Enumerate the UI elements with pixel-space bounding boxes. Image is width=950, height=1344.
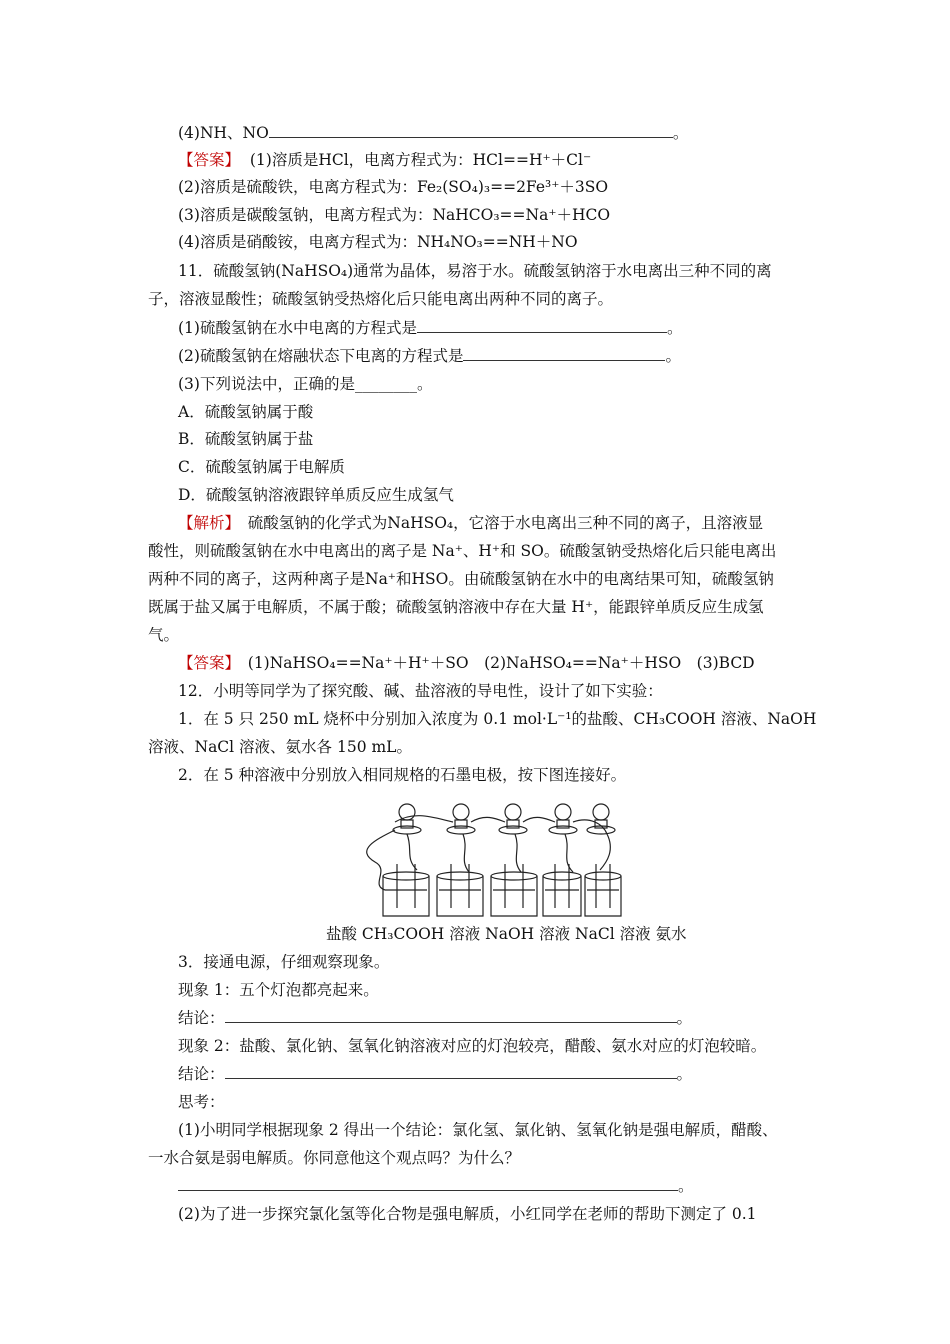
q12-conclusion1: 结论： 。 xyxy=(178,1009,693,1027)
q11-analysis-line2: 酸性，则硫酸氢钠在水中电离出的离子是 Na⁺、H⁺和 SO。硫酸氢钠受热熔化后只能电离出 xyxy=(148,542,777,560)
q10-answer-line4: (4)溶质是硝酸铵，电离方程式为：NH₄NO₃==NH＋NO xyxy=(178,233,578,251)
q12-think1-answer: 。 xyxy=(178,1176,694,1196)
q12-conclusion2: 结论： 。 xyxy=(178,1065,693,1083)
q11-option-b: B．硫酸氢钠属于盐 xyxy=(178,430,314,448)
bulb-icon xyxy=(549,804,577,834)
wire xyxy=(515,834,521,872)
q12-phenomenon1: 现象 1：五个灯泡都亮起来。 xyxy=(178,981,379,999)
q11-analysis-line3: 两种不同的离子，这两种离子是Na⁺和HSO。由硫酸氢钠在水中的电离结果可知，硫酸氢钠 xyxy=(148,570,774,588)
q12-step1-line2: 溶液、NaCl 溶液、氨水各 150 mL。 xyxy=(148,738,412,756)
answer-blank[interactable] xyxy=(463,346,665,361)
q12-stem: 12．小明等同学为了探究酸、碱、盐溶液的导电性，设计了如下实验： xyxy=(178,682,663,700)
wire xyxy=(367,830,395,890)
figure-caption: 盐酸 CH₃COOH 溶液 NaOH 溶液 NaCl 溶液 氨水 xyxy=(326,925,687,943)
answer-blank[interactable] xyxy=(269,123,673,138)
wire xyxy=(463,834,469,872)
q12-think1-line1: (1)小明同学根据现象 2 得出一个结论：氯化氢、氯化钠、氢氧化钠是强电解质，醋酸、 xyxy=(178,1121,778,1139)
q12-phenomenon2: 现象 2：盐酸、氯化钠、氢氧化钠溶液对应的灯泡较亮，醋酸、氨水对应的灯泡较暗。 xyxy=(178,1037,767,1055)
experiment-apparatus-figure xyxy=(345,790,625,920)
answer-tag: 【答案】 xyxy=(178,151,241,169)
q11-stem-line2: 子，溶液显酸性；硫酸氢钠受热熔化后只能电离出两种不同的离子。 xyxy=(148,290,614,308)
q11-answer: 【答案】 (1)NaHSO₄==Na⁺＋H⁺＋SO (2)NaHSO₄==Na⁺＋HSO (3)BCD xyxy=(178,654,755,672)
q11-part3: (3)下列说法中，正确的是________。 xyxy=(178,375,433,393)
q11-part2: (2)硫酸氢钠在熔融状态下电离的方程式是 。 xyxy=(178,347,681,365)
q11-part1: (1)硫酸氢钠在水中电离的方程式是 。 xyxy=(178,319,683,337)
q11-analysis-line5: 气。 xyxy=(148,626,180,644)
q10-part4-text: (4)NH、NO xyxy=(178,124,269,142)
q11-stem-line1: 11．硫酸氢钠(NaHSO₄)通常为晶体，易溶于水。硫酸氢钠溶于水电离出三种不同的离 xyxy=(178,262,772,280)
bulb-icon xyxy=(393,804,421,834)
answer-blank[interactable] xyxy=(225,1064,677,1079)
beaker-icon xyxy=(383,864,429,916)
q12-think: 思考： xyxy=(178,1093,225,1111)
q11-analysis-line1: 【解析】 硫酸氢钠的化学式为NaHSO₄，它溶于水电离出三种不同的离子，且溶液显 xyxy=(178,514,764,532)
bulb-icon xyxy=(447,804,475,834)
q12-step2: 2．在 5 种溶液中分别放入相同规格的石墨电极，按下图连接好。 xyxy=(178,766,627,784)
bulb-icon xyxy=(587,804,615,834)
wire xyxy=(523,817,555,822)
bulb-icon xyxy=(499,804,527,834)
q11-option-a: A．硫酸氢钠属于酸 xyxy=(178,403,314,421)
answer-blank[interactable] xyxy=(178,1176,678,1191)
q12-step1-line1: 1．在 5 只 250 mL 烧杯中分别加入浓度为 0.1 mol·L⁻¹的盐酸、CH₃COOH 溶液、NaOH xyxy=(178,710,817,728)
q10-part4: (4)NH、NO 。 xyxy=(178,124,689,142)
answer-blank[interactable] xyxy=(417,318,667,333)
q10-answer-line1: 【答案】 (1)溶质是HCl，电离方程式为：HCl==H⁺＋Cl⁻ xyxy=(178,151,592,169)
beaker-icon xyxy=(437,864,483,916)
q11-option-d: D．硫酸氢钠溶液跟锌单质反应生成氢气 xyxy=(178,486,454,504)
beaker-icon xyxy=(491,864,537,916)
analysis-tag: 【解析】 xyxy=(178,514,233,532)
q11-analysis-line4: 既属于盐又属于电解质，不属于酸；硫酸氢钠溶液中存在大量 H⁺，能跟锌单质反应生成氢 xyxy=(148,598,764,616)
answer-tag: 【答案】 xyxy=(178,654,233,672)
q10-answer-line3: (3)溶质是碳酸氢钠，电离方程式为：NaHCO₃==Na⁺＋HCO xyxy=(178,206,611,224)
wire xyxy=(471,817,505,822)
q10-answer-line2: (2)溶质是硫酸铁，电离方程式为：Fe₂(SO₄)₃==2Fe³⁺＋3SO xyxy=(178,178,609,196)
q12-think1-line2: 一水合氨是弱电解质。你同意他这个观点吗？为什么？ xyxy=(148,1149,521,1167)
beaker-icon xyxy=(543,864,581,916)
beaker-icon xyxy=(585,864,621,916)
answer-blank[interactable] xyxy=(225,1008,677,1023)
q12-step3: 3．接通电源，仔细观察现象。 xyxy=(178,953,390,971)
q12-think2: (2)为了进一步探究氯化氢等化合物是强电解质，小红同学在老师的帮助下测定了 0.1 xyxy=(178,1205,757,1223)
q11-option-c: C．硫酸氢钠属于电解质 xyxy=(178,458,345,476)
